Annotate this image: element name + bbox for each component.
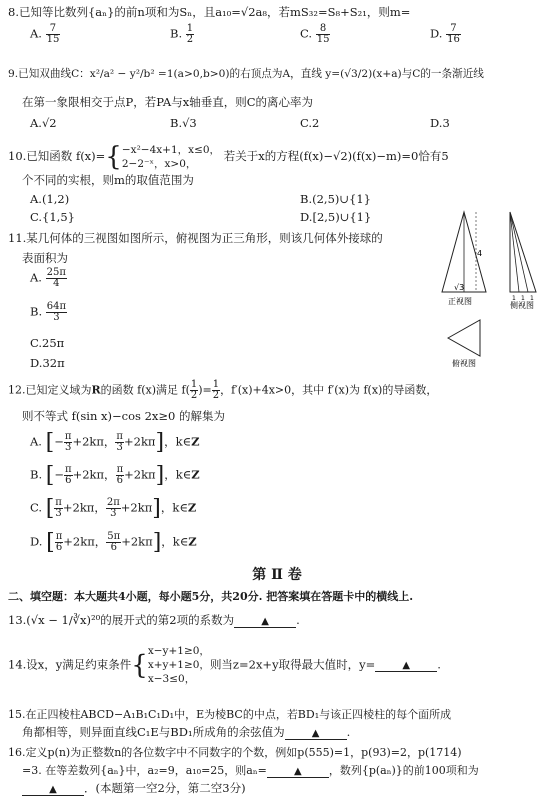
side-tick-2: 1 <box>521 295 525 302</box>
q11-option-a: A. $\frac{25\pi}{4}$ <box>30 267 66 289</box>
q9-option-b: B.√3 <box>170 116 197 130</box>
q12-stem-line2: 则不等式 f(sin x)−cos 2x≥0 的解集为 <box>22 409 225 423</box>
blank-triangle-icon: ▲ <box>311 728 320 739</box>
q10-option-d: D.[2,5)∪{1} <box>300 210 372 224</box>
q9-stem-line2: 在第一象限相交于点P，若PA与x轴垂直，则C的离心率为 <box>22 95 314 109</box>
q8-option-b: B. $\frac{1}{2}$ <box>170 23 194 45</box>
q12-option-c: C. [ $\frac{\pi}{3}$ +2kπ， $\frac{2\pi}{3}$ +2kπ]，k∈Z <box>30 496 197 521</box>
q12-stem-line1: 12.已知定义域为R的函数 f(x)满足 f( $\frac{1}{2}$ )= $\frac{1}{2}$ ，f′(x)+4x>0，其中 f′(x)为 f(x)的导函数， <box>8 379 438 401</box>
side-tick-1: 1 <box>512 295 516 302</box>
q10-option-a: A.(1,2) <box>30 192 70 206</box>
q9-option-c: C.2 <box>300 116 320 130</box>
q13-answer-blank[interactable] <box>234 613 296 628</box>
q8-option-d: D. $\frac{7}{16}$ <box>430 23 460 45</box>
q10-option-b: B.(2,5)∪{1} <box>300 192 371 206</box>
q16-stem-line3: ▲ ．(本题第一空2分，第二空3分) <box>22 780 246 796</box>
q14-answer-blank[interactable] <box>375 657 437 672</box>
top-view <box>448 320 480 368</box>
front-base-label: √3 <box>454 283 465 292</box>
q16-answer-blank-2[interactable] <box>22 781 84 796</box>
front-view <box>442 212 486 306</box>
q16-answer-blank-1[interactable] <box>267 764 329 778</box>
front-height-label: 4 <box>477 249 483 258</box>
q10-option-c: C.{1,5} <box>30 210 75 224</box>
q15-stem-line1: 15.在正四棱柱ABCD−A₁B₁C₁D₁中，E为棱BC的中点，若BD₁与该正四棱柱的每个面所成 <box>8 708 452 721</box>
front-view-label: 正视图 <box>448 297 472 306</box>
top-view-label: 俯视图 <box>452 359 476 368</box>
q15-answer-blank[interactable] <box>285 725 347 740</box>
q12-option-a: A. [− $\frac{\pi}{3}$ +2kπ， $\frac{\pi}{3}$ +2kπ]，k∈Z <box>30 430 200 455</box>
q11-option-d: D.32π <box>30 356 65 370</box>
q15-stem-line2: 角都相等，则异面直线C₁E与BD₁所成角的余弦值为 ▲ . <box>22 725 351 739</box>
q11-option-c: C.25π <box>30 336 65 350</box>
q11-stem-line2: 表面积为 <box>22 251 68 265</box>
blank-triangle-icon: ▲ <box>293 766 302 777</box>
section-instructions: 二、填空题：本大题共4小题，每小题5分，共20分. 把答案填在答题卡中的横线上. <box>8 590 414 603</box>
q8-option-c: C. $\frac{8}{15}$ <box>300 23 330 45</box>
q8-stem: 8.已知等比数列{aₙ}的前n项和为Sₙ，且a₁₀=√2a₈，若mS₃₂=S₈+S₂₁，则m= <box>8 5 411 19</box>
q10-stem-line1: 10.已知函数 f(x)={ −x²−4x+1，x≤0， 2−2⁻ˣ，x>0， 若关于x的方程(f(x)−√2)(f(x)−m)=0恰有5 <box>8 142 449 172</box>
q11-stem-line1: 11.某几何体的三视图如图所示，俯视图为正三角形，则该几何体外接球的 <box>8 231 383 245</box>
blank-triangle-icon: ▲ <box>49 784 57 795</box>
q12-option-b: B. [− $\frac{\pi}{6}$ +2kπ， $\frac{\pi}{6}$ +2kπ]，k∈Z <box>30 463 200 488</box>
q9-option-a: A.√2 <box>30 116 57 130</box>
side-view-label: 侧视图 <box>510 301 534 310</box>
q9-option-d: D.3 <box>430 116 450 130</box>
q10-stem-line2: 个不同的实根，则m的取值范围为 <box>22 173 194 187</box>
q14-stem: 14.设x，y满足约束条件{ x−y+1≥0， x+y+1≥0， x−3≤0， 则当z=2x+y取得最大值时，y= ▲ . <box>8 645 441 686</box>
q8-option-a: A. $\frac{7}{15}$ <box>30 23 60 45</box>
side-view <box>510 212 536 310</box>
section-title: 第 Ⅱ 卷 <box>252 567 302 583</box>
q12-option-d: D. [ $\frac{\pi}{6}$ +2kπ， $\frac{5\pi}{6}$ +2kπ]，k∈Z <box>30 530 197 555</box>
side-tick-3: 1 <box>530 295 534 302</box>
q13-stem: 13.(√x − 1/∛x)²⁰的展开式的第2项的系数为 ▲ . <box>8 613 300 627</box>
q16-stem-line1: 16.定义p(n)为正整数n的各位数字中不同数字的个数，例如p(555)=1，p(93)=2，p(1714) <box>8 746 462 759</box>
q9-stem-line1: 9.已知双曲线C：x²/a² − y²/b² =1(a>0,b>0)的右顶点为A，直线 y=(√3/2)(x+a)与C的一条渐近线 <box>8 68 484 80</box>
blank-triangle-icon: ▲ <box>261 616 269 627</box>
three-view-figure <box>436 208 548 368</box>
q16-stem-line2: =3. 在等差数列{aₙ}中，a₂=9，a₁₀=25，则aₙ= ▲ ，数列{p(aₙ)}的前100项和为 <box>22 764 479 777</box>
q11-option-b: B. $\frac{64\pi}{3}$ <box>30 301 67 323</box>
blank-triangle-icon: ▲ <box>402 660 411 672</box>
